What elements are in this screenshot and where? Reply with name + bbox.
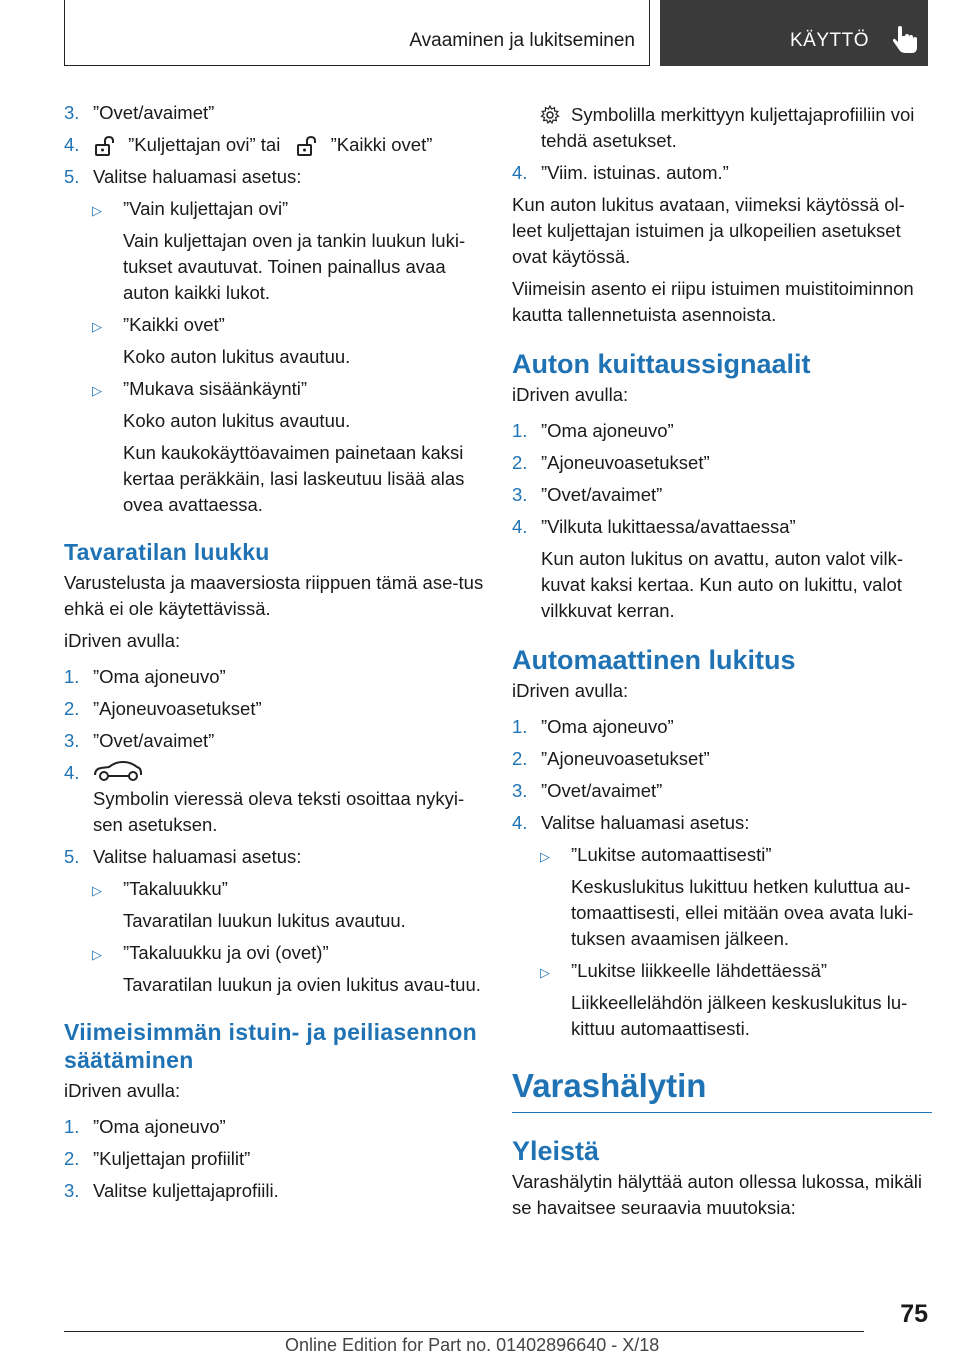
gear-icon (540, 105, 560, 125)
list-item (64, 164, 484, 190)
list-item (512, 514, 932, 540)
step-number: 3. (512, 484, 528, 505)
option-label: ”Vain kuljettajan ovi” (123, 198, 289, 219)
step-text: ”Oma ajoneuvo” (93, 666, 226, 687)
option-item: ▷ ”Takaluukku” (92, 878, 228, 899)
paragraph: Viimeisin asento ei riipu istuimen muistitoiminnon kautta tallennetuista asennoista. (512, 278, 914, 325)
list-item (64, 728, 484, 754)
step-number: 4. (64, 134, 80, 155)
paragraph: iDriven avulla: (64, 1080, 181, 1101)
page-number: 75 (900, 1300, 928, 1328)
option-desc: Liikkeellelähdön jälkeen keskuslukitus lu-kittuu automaattisesti. (571, 992, 908, 1039)
option-label: ”Lukitse liikkeelle lähdettäessä” (571, 960, 828, 981)
step-number: 3. (64, 730, 80, 751)
list-item (512, 160, 932, 186)
option-item: ▷ ”Mukava sisäänkäynti” (92, 378, 308, 399)
paragraph: Varashälytin hälyttää auton ollessa lukossa, mikäli se havaitsee seuraavia muutoksia: (512, 1171, 922, 1218)
step-text: ”Ajoneuvoasetukset” (541, 452, 710, 473)
step-text: Valitse haluamasi asetus: (93, 166, 302, 187)
list-item (64, 1114, 484, 1140)
list-item (512, 418, 932, 444)
step-text: ”Vilkuta lukittaessa/avattaessa” (541, 516, 796, 537)
step-number: 4. (512, 162, 528, 183)
right-column (512, 102, 932, 1227)
left-column (64, 100, 484, 1210)
step-number: 2. (512, 452, 528, 473)
step-number: 2. (64, 1148, 80, 1169)
option-label: ”Takaluukku ja ovi (ovet)” (123, 942, 329, 963)
unlock-icon (93, 136, 117, 156)
step-number: 1. (512, 716, 528, 737)
step-text: ”Viim. istuinas. autom.” (541, 162, 729, 183)
section-heading: Yleistä (512, 1136, 600, 1166)
paragraph: iDriven avulla: (512, 384, 629, 405)
step-text: ”Ovet/avaimet” (541, 780, 663, 801)
list-item (64, 1178, 484, 1204)
step-number: 3. (64, 1180, 80, 1201)
step-number: 2. (64, 698, 80, 719)
section-heading: Automaattinen lukitus (512, 645, 796, 675)
list-item (512, 714, 932, 740)
option-item: ▷ ”Takaluukku ja ovi (ovet)” (92, 942, 329, 963)
list-item (64, 664, 484, 690)
paragraph: Kun auton lukitus avataan, viimeksi käytössä ol-leet kuljettajan istuimen ja ulkopeilien asetukset ovat käytössä. (512, 194, 905, 267)
header-section-box (660, 0, 928, 66)
step-text: ”Oma ajoneuvo” (93, 1116, 226, 1137)
step-number: 3. (64, 102, 80, 123)
paragraph: Kun auton lukitus on avattu, auton valot vilk-kuvat kaksi kertaa. Kun auto on lukittu, valot vilkkuvat kerran. (541, 548, 903, 621)
car-icon (93, 760, 143, 782)
step-number: 3. (512, 780, 528, 801)
step-number: 5. (64, 846, 80, 867)
section-heading: Viimeisimmän istuin- ja peiliasennon säätäminen (64, 1019, 477, 1073)
option-desc: Kun kaukokäyttöavaimen painetaan kaksi kertaa peräkkäin, lasi laskeutuu lisää alas ovea avattaessa. (123, 442, 465, 515)
step-text: ”Kaikki ovet” (330, 134, 433, 155)
list-item (512, 746, 932, 772)
list-item (512, 778, 932, 804)
hand-pointer-icon (892, 25, 920, 55)
section-heading: Tavaratilan luukku (64, 539, 270, 565)
unlock-icon (295, 136, 319, 156)
step-text: Valitse haluamasi asetus: (93, 846, 302, 867)
list-item (64, 696, 484, 722)
paragraph: Varustelusta ja maaversiosta riippuen tämä ase-tus ehkä ei ole käytettävissä. (64, 572, 484, 619)
list-item (512, 450, 932, 476)
option-item: ▷ ”Lukitse liikkeelle lähdettäessä” (540, 960, 828, 981)
option-label: ”Mukava sisäänkäynti” (123, 378, 308, 399)
step-text: ”Oma ajoneuvo” (541, 716, 674, 737)
option-item: ▷ ”Lukitse automaattisesti” (540, 844, 772, 865)
step-text: ”Ovet/avaimet” (93, 102, 215, 123)
step-text: Symbolin vieressä oleva teksti osoittaa nykyi-sen asetuksen. (93, 788, 465, 835)
paragraph: iDriven avulla: (512, 680, 629, 701)
option-desc: Keskuslukitus lukittuu hetken kuluttua au-tomaattisesti, ellei mitään ovea avata luki-tuksen avaamisen jälkeen. (571, 876, 914, 949)
step-number: 1. (64, 1116, 80, 1137)
step-number: 4. (512, 812, 528, 833)
step-text: ”Kuljettajan ovi” tai (128, 134, 281, 155)
chapter-heading: Varashälytin (512, 1066, 932, 1113)
note-text: Symbolilla merkittyyn kuljettajaprofiiliin voi tehdä asetukset. (541, 104, 915, 151)
step-text: ”Ovet/avaimet” (541, 484, 663, 505)
step-number: 4. (64, 762, 80, 783)
option-label: ”Takaluukku” (123, 878, 228, 899)
list-item (512, 810, 932, 836)
step-number: 1. (64, 666, 80, 687)
list-item (64, 100, 484, 126)
list-item (512, 482, 932, 508)
header-title: Avaaminen ja lukitseminen (409, 30, 635, 51)
step-text: ”Kuljettajan profiilit” (93, 1148, 251, 1169)
option-label: ”Lukitse automaattisesti” (571, 844, 772, 865)
step-number: 1. (512, 420, 528, 441)
footer-edition: Online Edition for Part no. 01402896640 - X/18 (285, 1335, 660, 1355)
step-number: 2. (512, 748, 528, 769)
option-desc: Vain kuljettajan oven ja tankin luukun luki-tukset avautuvat. Toinen painallus avaa auton kaikki lukot. (123, 230, 466, 303)
step-text: ”Ovet/avaimet” (93, 730, 215, 751)
step-text: Valitse haluamasi asetus: (541, 812, 750, 833)
list-item (64, 132, 484, 158)
list-item (64, 844, 484, 870)
option-desc: Koko auton lukitus avautuu. (123, 410, 351, 431)
note (512, 102, 932, 154)
option-desc: Tavaratilan luukun lukitus avautuu. (123, 910, 406, 931)
section-heading: Auton kuittaussignaalit (512, 349, 811, 379)
step-number: 4. (512, 516, 528, 537)
step-number: 5. (64, 166, 80, 187)
option-item: ▷ ”Vain kuljettajan ovi” (92, 198, 289, 219)
header-title-box (64, 0, 650, 66)
step-text: Valitse kuljettajaprofiili. (93, 1180, 279, 1201)
list-item (64, 1146, 484, 1172)
option-label: ”Kaikki ovet” (123, 314, 225, 335)
step-text: ”Ajoneuvoasetukset” (93, 698, 262, 719)
footer-divider (64, 1331, 864, 1332)
header-section: KÄYTTÖ (790, 30, 870, 51)
option-item: ▷ ”Kaikki ovet” (92, 314, 225, 335)
step-text: ”Ajoneuvoasetukset” (541, 748, 710, 769)
step-text: ”Oma ajoneuvo” (541, 420, 674, 441)
list-item (64, 760, 484, 838)
paragraph: iDriven avulla: (64, 630, 181, 651)
option-desc: Koko auton lukitus avautuu. (123, 346, 351, 367)
option-desc: Tavaratilan luukun ja ovien lukitus avau-tuu. (123, 974, 481, 995)
